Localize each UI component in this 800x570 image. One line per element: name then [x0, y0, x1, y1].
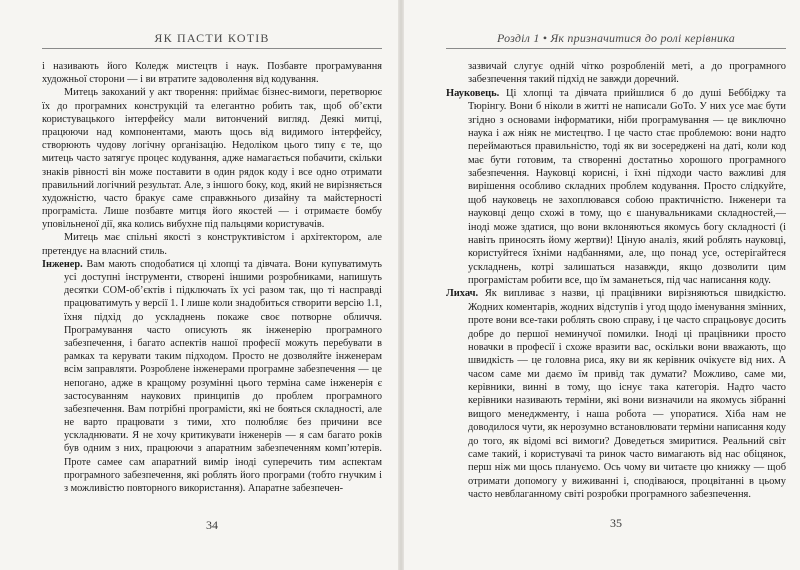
engineer-description: Вам мають сподобатися ці хлопці та дівчата. Вони купуватимуть усі доступні інструменти, створені іншими розробниками, напишуть десятки COM-об’єктів і підключать їх усі разом так, що ті насправді працюватимуть у версії 1. І лише коли знадобиться створити версію 1.1, їхня підхід до ускладнень покаже своє потворне обличчя. Програмування часто описують як інженерію програмного забезпечення, і багато аспектів нашої професії можуть перебувати в рамках та керувати таким підходом. Просто не дозволяйте інженерам всім заправляти. Розроблене інженерами програмне забезпечення — це непогано, адже в кращому розумінні цього терміна саме інженерія є застосуванням наукових принципів до проблем програмного забезпечення. Вам потрібні програмісти, які не бояться складності, але не варто працювати з тими, хто полюбляє без причини все ускладнювати. Я не хочу критикувати інженерів — я сам багато років був одним з них, працюючи з апаратним забезпеченням комп’ютерів. Проте самее сам апаратний вимір іноді суперечить тим аспектам програмного забезпечення, які роблять його програми (тобто гнучким і з можливістю повторного використання). Апаратне забезпечен-	[64, 258, 382, 494]
paragraph: Митець має спільні якості з конструктивістом і архітектором, але претендує на власний стиль.	[42, 232, 382, 257]
entry-engineer	[42, 258, 382, 495]
header-rule-right	[446, 48, 786, 49]
hacker-description: Як випливає з назви, ці працівники вирізняються швидкістю. Жодних коментарів, жодних відступів і угод щодо іменування змінних, проте вони все-таки роблять свою справу, і це часто спрацьовує досить добре до першої неминучої помилки. Іноді ці працівники просто новачки в професії і схоже вразити вас, оскільки вони вважають, що швидкість — це головна риса, яку ви як керівник очікуєте від них. А часом саме ми даємо їм привід так думати? Можливо, саме ми, керівники, винні в тому, що існує така категорія. Надто часто керівники називають терміни, які вони визначили на якомусь зібранні вищого менеджменту, і наша робота — упоратися. Хіба нам не доводилося чути, як нерозумно встановлювати терміни написання коду до того, як відомі всі вимоги? Доведеться змиритися. Реальний світ саме такий, і користувачі та ринок часто вимагають від нас обіцянок, перш ніж ми щось плануємо. Ось чому ви читаєте цю книжку — щоб отримати допомогу у виживанні і, сподіваюся, процвітанні в цьому часто невблаганному світі розробки програмного забезпечення.	[468, 288, 786, 500]
scientist-description: Ці хлопці та дівчата прийшлися б до душі Беббіджу та Тюрінгу. Вони б ніколи в житті не написали GoTo. У них усе має бути згідно з основами інформатики, ніби програмування — це виключно наука і аж ніяк не мистецтво. І це часто стає проблемою: вони надто переймаються правильністю, тоді як ви зосереджені на даті, коли код має бути готовим, та створенні достатньо хорошого програмного забезпечення. Науковці корисні, і їхні підходи часто важливі для вирішення особливо складних проблем кодування. Просто слідкуйте, щоб науковець не захоплювався собою практичністю. Інженери та науковці дещо схожі в тому, що є шанувальниками складностей,— іноді може здатися, що вони вклоняються якомусь богу складності (і навіть приносять йому жертви)! Ціную аналіз, який роблять науковці, користуйтеся їхніми надбаннями, але, що понад усе, остерігайтеся ускладнень, котрі залишаться назавжди, якщо дозволити цим програмістам робити все, що їм заманеться, під час написання коду.	[468, 87, 786, 286]
running-head-right: Розділ 1 • Як призначитися до ролі керівника	[497, 31, 735, 45]
term-scientist: Науковець.	[446, 87, 500, 99]
term-hacker: Лихач.	[446, 288, 479, 300]
paragraph: і називають його Коледж мистецтв і наук. Позбавте програмування художньої сторони — і ви втратите задоволення від кодування.	[42, 61, 382, 86]
page-number-right: 35	[610, 516, 622, 530]
entry-scientist	[446, 87, 786, 288]
entry-hacker	[446, 287, 786, 501]
right-page-body	[446, 60, 786, 501]
book-gutter	[398, 0, 404, 570]
page-number-left: 34	[206, 518, 218, 532]
running-head-left: ЯК ПАСТИ КОТІВ	[154, 31, 270, 45]
paragraph: Митець закоханий у акт творення: приймає бізнес-вимоги, перетворює їх до програмних конструкцій та елегантно робить так, щоб об’єкти користувацького інтерфейсу мали витончений вигляд. Деякі митці, працюючи над компонентами, мають щось від видимого інтерфейсу, створюють чудову логічну організацію. Недоліком цього типу є те, що митець часто затягує процес кодування, адже намагається побачити, скільки знаків рівності він може поставити в один рядок коду і все одно отримати правильний логічний результат. Але, з іншого боку, код, який не вирізняється художністю, часто бракує саме справжнього дизайну та майстерності програміста. Лише позбавте митця його якостей — і отримаєте бомбу уповільненої дії, яка колись вибухне під пальцями користувачів.	[42, 87, 382, 231]
term-engineer: Інженер.	[42, 258, 83, 270]
paragraph-continuation: зазвичай слугує одній чітко розробленій меті, а до програмного забезпечення такий підхід не завжди доречний.	[468, 61, 786, 86]
left-page-body	[42, 60, 382, 495]
left-page	[42, 0, 382, 570]
header-rule-left	[42, 48, 382, 49]
right-page	[446, 0, 786, 570]
